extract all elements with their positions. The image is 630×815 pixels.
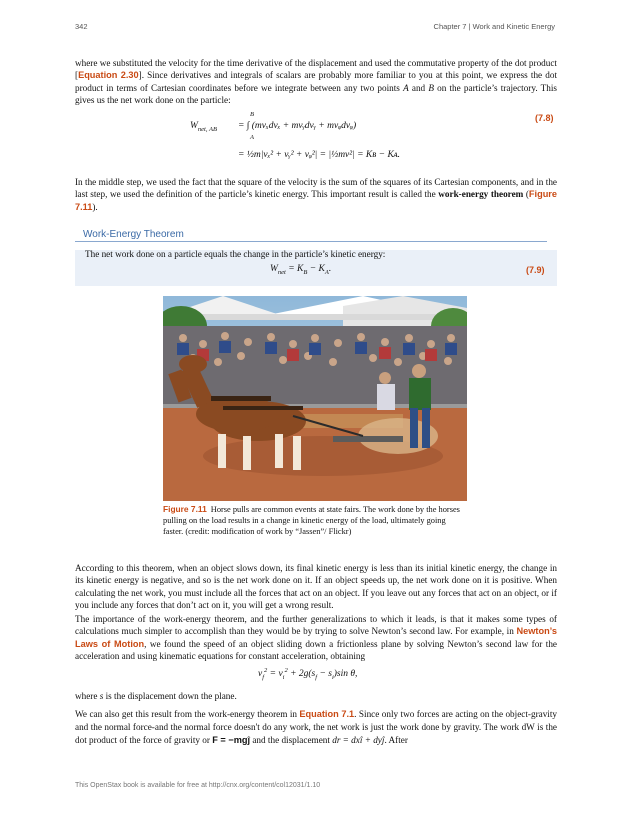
text: , we found the speed of an object sliding down a frictionless plane by solving Newton’s second law for the acceleration and using kinematic equations for constant acceleration, obtaining — [75, 638, 558, 661]
paragraph-3: According to this theorem, when an object slows down, its final kinetic energy is less than its initial kinetic energy, the change in its kinetic energy is negative, and so is the net work done on it. If an object speeds up, the net work done on it is positive. When calculating the net work, you must include all the forces that act on an object. If you leave out any forces that act on an object, or if you include any forces that don’t act on it, you will get a wrong result. — [75, 563, 557, 610]
chapter-title: Chapter 7 | Work and Kinetic Energy — [433, 22, 555, 31]
text: where — [75, 691, 100, 701]
figure-7-11-link[interactable]: Figure 7.11 — [75, 189, 557, 212]
eq78-lhs: $W_{net, AB}$ — [190, 121, 217, 133]
horse-pull-illustration — [163, 296, 467, 501]
equation-2-30-link[interactable]: Equation 2.30 — [78, 70, 139, 81]
symbol-s: s — [99, 691, 104, 701]
page-number: 342 — [75, 22, 88, 31]
horse-pull-photo — [163, 296, 467, 501]
eq78-number: (7.8) — [535, 113, 554, 123]
newtons-laws-link[interactable]: Newton’s Laws of Motion — [75, 626, 557, 649]
theorem-title: Work-Energy Theorem — [83, 229, 184, 240]
theorem-text: The net work done on a particle equals the change in the particle’s kinetic energy: — [85, 249, 386, 259]
point-a: A — [403, 82, 409, 93]
text: ]. Since derivatives and integrals of scalars are probably more familiar to you at this point, we express the dot product in terms of Cartesian coordinates before we integrate between any two points — [75, 70, 558, 93]
incline-equation: $v_f^2 = v_i^2 + 2g(s_f - s_i)\sin$ θ, — [258, 667, 358, 682]
paragraph-6 — [75, 708, 557, 746]
term-bold: work-energy theorem — [438, 189, 524, 200]
text: where we substituted the velocity for the time derivative of the displacement and used the commutative property of the dot product [ — [75, 58, 557, 81]
gravity-force-vector: F = −mgĵ — [212, 734, 251, 745]
paragraph-4 — [75, 613, 557, 662]
text: ( — [523, 189, 529, 200]
text: The importance of the work-energy theorem, and the further generalizations to which it leads, is that it makes some types of calculations much simpler to accomplish than they would be by trying to solve Newton’s second law. For example, in — [75, 614, 557, 637]
text: and the displacement — [250, 734, 333, 745]
eq78-upper-limit: B — [250, 111, 254, 118]
paragraph-2 — [75, 176, 557, 213]
page-header — [75, 22, 555, 36]
figure-caption — [163, 504, 463, 537]
paragraph-1 — [75, 57, 557, 106]
page-footer: This OpenStax book is available for free at http://cnx.org/content/col12031/1.10 — [75, 782, 321, 789]
figure-label: Figure 7.11 — [163, 504, 207, 514]
equation-7-1-link[interactable]: Equation 7.1 — [299, 709, 355, 719]
paragraph-5 — [75, 690, 557, 702]
text: . After — [384, 734, 408, 745]
eq78-line2: = ½m|vₓ² + vᵧ² + vᵩ²| = |½mv²| = Kʙ − Kᴀ. — [238, 150, 400, 160]
text: . Since only two forces are acting on the object-gravity and the normal force-and the normal force doesn't do any work, the net work is just the work done by gravity. The work dW is the dot product of the force of gravity or — [75, 709, 557, 745]
text: We can also get this result from the work-energy theorem in — [75, 709, 300, 719]
text: and — [408, 82, 429, 93]
text: In the middle step, we used the fact that the square of the velocity is the sum of the squares of its Cartesian components, and in the last step, we used the definition of the particle’s kinetic energy. This important result is called the — [75, 177, 557, 200]
eq79-number: (7.9) — [526, 265, 545, 275]
caption-text: Horse pulls are common events at state fairs. The work done by the horses pulling on the load results in a change in kinetic energy of the load, ultimately going faster. (credit: modification of work by “Jassen”/ Flickr) — [163, 505, 460, 536]
text: is the displacement down the plane. — [103, 691, 237, 701]
displacement-vector: dr = dxî + dyĵ — [332, 734, 385, 745]
text: ). — [92, 201, 98, 212]
point-b: B — [428, 82, 434, 93]
eq78-line1: = ∫ (mvₓdvₓ + mvᵧdvᵧ + mvᵩdvᵩ) — [238, 121, 357, 131]
theorem-divider — [75, 241, 547, 242]
eq78-lower-limit: A — [250, 134, 254, 141]
theorem-equation: $W_{net} = K_B - K_A$. — [270, 264, 332, 276]
text: on the particle’s trajectory. This gives us the net work done on the particle: — [75, 82, 557, 105]
